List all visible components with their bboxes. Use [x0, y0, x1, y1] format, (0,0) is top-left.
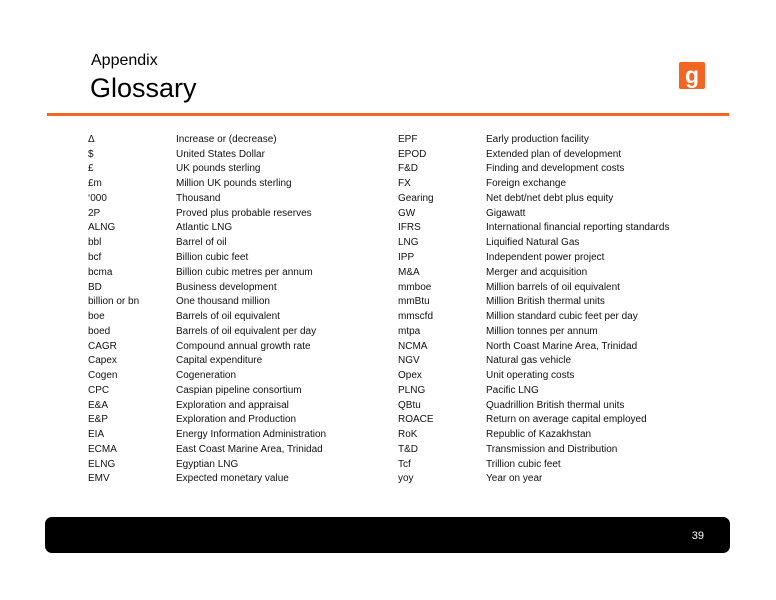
glossary-term: ECMA	[88, 443, 117, 455]
glossary-definition: Republic of Kazakhstan	[486, 429, 592, 441]
glossary-definition: Billion cubic metres per annum	[176, 266, 313, 278]
glossary-term: billion or bn	[88, 296, 140, 308]
glossary-term: ROACE	[398, 414, 434, 426]
glossary-entry	[398, 235, 669, 250]
glossary-entry	[88, 132, 326, 147]
bg-logo-icon	[679, 62, 705, 89]
glossary-definition: Billion cubic feet	[176, 252, 249, 263]
glossary-term: EMV	[88, 473, 110, 485]
glossary-term: bbl	[88, 237, 102, 249]
glossary-entry	[398, 442, 669, 457]
glossary-entry	[398, 265, 669, 280]
glossary-term: NGV	[398, 355, 420, 367]
glossary-term: mmboe	[398, 281, 432, 293]
glossary-entry	[88, 294, 326, 309]
glossary-term: CPC	[88, 384, 110, 396]
glossary-entry	[398, 457, 669, 472]
glossary-term: F&D	[398, 163, 418, 175]
glossary-definition: Capital expenditure	[176, 355, 263, 367]
glossary-entry	[398, 206, 669, 221]
glossary-term: yoy	[398, 473, 414, 485]
glossary-entry	[88, 457, 326, 472]
glossary-term: E&A	[88, 399, 109, 411]
glossary-term: Capex	[88, 355, 117, 367]
glossary-entry	[88, 265, 326, 280]
glossary-definition: Finding and development costs	[486, 163, 625, 175]
glossary-definition: Return on average capital employed	[486, 414, 647, 426]
glossary-entry	[88, 339, 326, 354]
glossary-definition: Barrels of oil equivalent per day	[176, 325, 317, 337]
page-number: 39	[691, 530, 704, 542]
glossary-term: GW	[398, 207, 416, 219]
page-subtitle: Appendix	[91, 52, 158, 69]
footer-bar	[45, 517, 730, 553]
glossary-entry	[88, 280, 326, 295]
glossary-entry	[398, 472, 669, 487]
glossary-definition: Atlantic LNG	[176, 222, 233, 234]
glossary-term: mmBtu	[398, 296, 430, 308]
glossary-definition: North Coast Marine Area, Trinidad	[486, 340, 638, 352]
glossary-definition: Egyptian LNG	[176, 458, 239, 470]
glossary-entry	[398, 250, 669, 265]
glossary-entry	[88, 147, 326, 162]
glossary-definition: Compound annual growth rate	[176, 340, 311, 352]
glossary-definition: Thousand	[176, 192, 221, 204]
glossary-term: boed	[88, 325, 111, 337]
glossary-definition: Caspian pipeline consortium	[176, 384, 302, 396]
glossary-definition: Million tonnes per annum	[486, 325, 598, 337]
glossary-entry	[88, 383, 326, 398]
glossary-entry	[398, 324, 669, 339]
glossary-definition: Barrels of oil equivalent	[176, 311, 280, 323]
glossary-term: Tcf	[398, 458, 411, 470]
glossary-entry	[88, 413, 326, 428]
glossary-entry	[398, 221, 669, 236]
glossary-term: £	[88, 163, 94, 175]
glossary-entry	[398, 280, 669, 295]
glossary-entry	[88, 324, 326, 339]
glossary-term: T&D	[398, 443, 418, 455]
glossary-term: Gearing	[398, 192, 434, 204]
glossary-definition: Quadrillion British thermal units	[486, 399, 625, 411]
glossary-definition: Natural gas vehicle	[486, 355, 572, 367]
glossary-definition: Million standard cubic feet per day	[486, 311, 638, 323]
glossary-term: ALNG	[88, 222, 116, 234]
glossary-term: Opex	[398, 370, 422, 382]
glossary-entry	[88, 368, 326, 383]
glossary-term: EPF	[398, 133, 418, 145]
glossary-term: RoK	[398, 429, 418, 441]
glossary-entry	[398, 309, 669, 324]
glossary-term: mmscfd	[398, 311, 433, 323]
glossary-definition: Extended plan of development	[486, 148, 622, 160]
glossary-entry	[88, 250, 326, 265]
glossary-definition: Foreign exchange	[486, 178, 567, 190]
glossary-term: bcma	[88, 266, 113, 278]
page-title: Glossary	[90, 73, 197, 103]
glossary-definition: Pacific LNG	[486, 384, 539, 396]
glossary-definition: Barrel of oil	[176, 237, 227, 249]
glossary-term: 2P	[88, 207, 101, 219]
glossary-term: PLNG	[398, 384, 426, 396]
glossary-definition: Early production facility	[486, 133, 589, 145]
glossary-definition: One thousand million	[176, 296, 270, 308]
glossary-term: CAGR	[88, 340, 117, 352]
glossary-definition: Energy Information Administration	[176, 429, 327, 441]
glossary-term: BD	[88, 281, 102, 293]
glossary-definition: Exploration and appraisal	[176, 399, 289, 411]
glossary-term: ‘000	[88, 192, 107, 204]
glossary-entry	[88, 398, 326, 413]
glossary-entry	[398, 176, 669, 191]
glossary-entry	[398, 339, 669, 354]
header-divider	[47, 113, 729, 116]
glossary-term: E&P	[88, 414, 109, 426]
glossary-term: FX	[398, 178, 411, 190]
glossary-definition: Million barrels of oil equivalent	[486, 281, 620, 293]
glossary-entry	[398, 353, 669, 368]
glossary-term: mtpa	[398, 325, 421, 337]
glossary-definition: United States Dollar	[176, 148, 265, 160]
glossary-definition: Year on year	[486, 473, 543, 485]
glossary-term: bcf	[88, 252, 102, 263]
glossary-definition: Cogeneration	[176, 370, 237, 382]
glossary-entry	[398, 191, 669, 206]
glossary-entry	[88, 162, 326, 177]
glossary-entry	[88, 221, 326, 236]
glossary-entry	[88, 353, 326, 368]
glossary-definition: International financial reporting standards	[486, 222, 670, 234]
glossary-term: LNG	[398, 237, 419, 249]
glossary-entry	[88, 235, 326, 250]
glossary-term: EPOD	[398, 148, 427, 160]
glossary-definition: Merger and acquisition	[486, 266, 588, 278]
glossary-definition: Expected monetary value	[176, 473, 289, 485]
glossary-entry	[398, 398, 669, 413]
glossary-term: NCMA	[398, 340, 428, 352]
glossary-definition: Trillion cubic feet	[486, 458, 561, 470]
glossary-entry	[398, 132, 669, 147]
glossary-entry	[398, 147, 669, 162]
glossary-definition: East Coast Marine Area, Trinidad	[176, 443, 323, 455]
glossary-definition: Transmission and Distribution	[486, 443, 618, 455]
glossary-definition: Liquified Natural Gas	[486, 237, 580, 249]
glossary-definition: Million British thermal units	[486, 296, 605, 308]
glossary-definition: UK pounds sterling	[176, 163, 261, 175]
svg-text:g: g	[684, 62, 700, 88]
glossary-term: £m	[88, 178, 102, 190]
glossary-entry	[88, 427, 326, 442]
glossary-definition: Net debt/net debt plus equity	[486, 192, 614, 204]
glossary-entry	[398, 162, 669, 177]
glossary-term: Cogen	[88, 370, 118, 382]
glossary-term: QBtu	[398, 399, 421, 411]
glossary-definition: Gigawatt	[486, 207, 526, 219]
glossary-entry	[398, 294, 669, 309]
glossary-term: boe	[88, 311, 105, 323]
glossary-term: EIA	[88, 429, 105, 441]
glossary-definition: Independent power project	[486, 252, 605, 263]
glossary-entry	[398, 383, 669, 398]
glossary-entry	[88, 472, 326, 487]
glossary-definition: Proved plus probable reserves	[176, 207, 312, 219]
glossary-definition: Increase or (decrease)	[176, 133, 277, 145]
glossary-entry	[398, 368, 669, 383]
glossary-entry	[88, 309, 326, 324]
glossary-entry	[398, 413, 669, 428]
glossary-entry	[398, 427, 669, 442]
glossary-term: IFRS	[398, 222, 421, 234]
glossary-left-column	[88, 132, 326, 486]
glossary-entry	[88, 206, 326, 221]
glossary-definition: Million UK pounds sterling	[176, 178, 292, 190]
glossary-term: $	[88, 148, 94, 160]
glossary-definition: Exploration and Production	[176, 414, 297, 426]
glossary-right-column	[398, 132, 669, 486]
glossary-entry	[88, 442, 326, 457]
glossary-term: Δ	[88, 133, 95, 145]
glossary-entry	[88, 191, 326, 206]
glossary-entry	[88, 176, 326, 191]
glossary-term: ELNG	[88, 458, 116, 470]
glossary-definition: Business development	[176, 281, 277, 293]
glossary-term: M&A	[398, 266, 420, 278]
glossary-definition: Unit operating costs	[486, 370, 575, 382]
glossary-term: IPP	[398, 252, 415, 263]
